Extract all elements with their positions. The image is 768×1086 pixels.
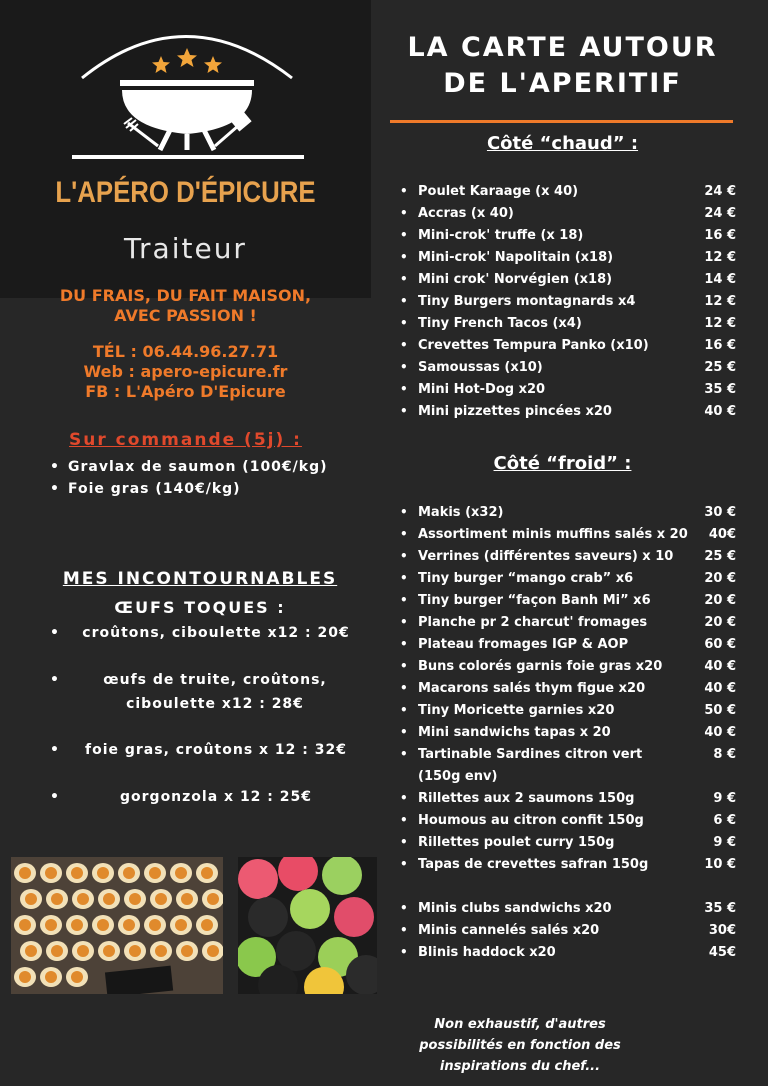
egg-yolk: [207, 893, 219, 905]
menu-item-name: Mini pizzettes pincées x20: [418, 404, 612, 419]
bullet-icon: •: [50, 672, 60, 688]
list-item: • Gravlax de saumon (100€/kg): [50, 456, 328, 478]
menu-item-name: Poulet Karaage (x 40): [418, 184, 579, 199]
menu-item-price: 30€: [708, 923, 736, 938]
menu-item-name: Accras (x 40): [418, 206, 514, 221]
egg-yolk: [181, 893, 193, 905]
menu-item-name: Buns colorés garnis foie gras x20: [418, 659, 663, 674]
bullet-icon: •: [400, 228, 408, 242]
menu-item: [400, 502, 736, 524]
egg-yolk: [45, 971, 57, 983]
egg-yolk: [155, 893, 167, 905]
egg-yolk: [201, 919, 213, 931]
menu-item-price: 12 €: [704, 294, 736, 309]
menu-item: [400, 788, 736, 810]
menu-item-name: Tiny burger “façon Banh Mi” x6: [418, 593, 651, 608]
menu-item-price: 40 €: [704, 659, 736, 674]
menu-item: [400, 269, 736, 291]
menu-item: [400, 634, 736, 656]
menu-item-name: Rillettes aux 2 saumons 150g: [418, 791, 635, 806]
menu-item-name: Macarons salés thym figue x20: [418, 681, 646, 696]
egg-yolk: [25, 893, 37, 905]
egg-yolk: [71, 971, 83, 983]
bullet-icon: •: [400, 382, 408, 396]
menu-item-name: Mini-crok' Napolitain (x18): [418, 250, 614, 265]
menu-item: [400, 524, 736, 546]
menu-item-price: 50 €: [704, 703, 736, 718]
egg-yolk: [103, 945, 115, 957]
contact-info: [0, 342, 371, 402]
tagline: [0, 286, 371, 326]
menu-item: [400, 247, 736, 269]
list-item: • œufs de truite, croûtons, ciboulette x12 : 28€: [40, 668, 370, 716]
website-link[interactable]: Web : apero-epicure.fr: [83, 362, 288, 381]
macarons-illustration: [238, 857, 377, 994]
menu-item-price: 12 €: [704, 316, 736, 331]
bullet-icon: •: [400, 791, 408, 805]
egg-yolk: [51, 945, 63, 957]
menu-item: [400, 920, 736, 942]
egg-yolk: [123, 919, 135, 931]
menu-item-price: 40 €: [704, 725, 736, 740]
bullet-icon: •: [400, 549, 408, 563]
list-item: • foie gras, croûtons x 12 : 32€: [40, 738, 370, 762]
menu-item: [400, 722, 736, 744]
bullet-icon: •: [50, 481, 60, 497]
egg-yolk: [207, 945, 219, 957]
menu-item-name: Rillettes poulet curry 150g: [418, 835, 615, 850]
menu-item: [400, 898, 736, 920]
menu-item-price: 20 €: [704, 593, 736, 608]
egg-yolk: [175, 919, 187, 931]
eggs-illustration: [11, 857, 223, 994]
menu-item-name: Houmous au citron confit 150g: [418, 813, 644, 828]
bullet-icon: •: [400, 593, 408, 607]
egg-yolk: [149, 919, 161, 931]
menu-item: [400, 656, 736, 678]
bullet-icon: •: [400, 505, 408, 519]
bullet-icon: •: [400, 272, 408, 286]
bullet-icon: •: [400, 857, 408, 871]
menu-item-name: Tapas de crevettes safran 150g: [418, 857, 649, 872]
hot-menu-list: [400, 181, 736, 423]
macaron-shape: [290, 889, 330, 929]
bullet-icon: •: [400, 945, 408, 959]
bullet-icon: •: [400, 901, 408, 915]
bullet-icon: •: [400, 294, 408, 308]
menu-item: [400, 546, 736, 568]
egg-yolk: [201, 867, 213, 879]
menu-item-price: 20 €: [704, 615, 736, 630]
logo-block: [0, 0, 371, 298]
hot-section-title: Côté “chaud” :: [486, 133, 639, 154]
menu-item-name: Minis clubs sandwichs x20: [418, 901, 612, 916]
menu-item-price: 16 €: [704, 338, 736, 353]
bullet-icon: •: [400, 813, 408, 827]
menu-item-name: Mini sandwichs tapas x 20: [418, 725, 611, 740]
menu-item: [400, 313, 736, 335]
macarons-photo: [238, 857, 377, 994]
bullet-icon: •: [400, 527, 408, 541]
macaron-shape: [248, 897, 288, 937]
menu-item: [400, 744, 736, 788]
egg-yolk: [71, 867, 83, 879]
menu-item: [400, 942, 736, 964]
menu-item-name: Mini-crok' truffe (x 18): [418, 228, 584, 243]
menu-item: [400, 401, 736, 423]
menu-item-name: Tartinable Sardines citron vert (150g env): [418, 747, 643, 784]
menu-item-price: 35 €: [704, 901, 736, 916]
menu-item-name: Samoussas (x10): [418, 360, 543, 375]
list-item: • Foie gras (140€/kg): [50, 478, 328, 500]
page-title: LA CARTE AUTOUR DE L'APERITIF: [407, 32, 718, 99]
bullet-icon: •: [50, 789, 60, 805]
menu-item: [400, 225, 736, 247]
brand-name: L'APÉRO D'ÉPICURE: [55, 176, 316, 209]
menu-item-price: 16 €: [704, 228, 736, 243]
bullet-icon: •: [400, 338, 408, 352]
menu-item-name: Blinis haddock x20: [418, 945, 556, 960]
bullet-icon: •: [400, 681, 408, 695]
menu-item: [400, 181, 736, 203]
bullet-icon: •: [50, 459, 60, 475]
bullet-icon: •: [400, 835, 408, 849]
egg-yolk: [19, 919, 31, 931]
egg-yolk: [77, 945, 89, 957]
egg-yolk: [129, 893, 141, 905]
egg-yolk: [97, 867, 109, 879]
menu-item: [400, 612, 736, 634]
bullet-icon: •: [400, 404, 408, 418]
menu-item: [400, 568, 736, 590]
menu-item: [400, 357, 736, 379]
macaron-shape: [334, 897, 374, 937]
egg-yolk: [175, 867, 187, 879]
phone-number: TÉL : 06.44.96.27.71: [92, 342, 279, 361]
menu-item-name: Mini Hot-Dog x20: [418, 382, 546, 397]
menu-item-price: 9 €: [713, 835, 736, 850]
menu-item: [400, 678, 736, 700]
bullet-icon: •: [400, 184, 408, 198]
cold-menu-list: [400, 502, 736, 964]
menu-item-name: Mini crok' Norvégien (x18): [418, 272, 613, 287]
bullet-icon: •: [50, 625, 60, 641]
egg-yolk: [123, 867, 135, 879]
menu-item: [400, 854, 736, 898]
tagline-line-1: DU FRAIS, DU FAIT MAISON,: [59, 286, 312, 305]
list-item: • croûtons, ciboulette x12 : 20€: [40, 621, 370, 645]
bullet-icon: •: [50, 742, 60, 758]
menu-item-price: 45€: [708, 945, 736, 960]
bullet-icon: •: [400, 615, 408, 629]
menu-item-price: 20 €: [704, 571, 736, 586]
incontournables-title: MES INCONTOURNABLES: [62, 569, 338, 589]
menu-item-price: 9 €: [713, 791, 736, 806]
egg-yolk: [45, 919, 57, 931]
menu-item-price: 30 €: [704, 505, 736, 520]
cold-section-title: Côté “froid” :: [493, 453, 632, 474]
macaron-shape: [238, 859, 278, 899]
menu-item: [400, 590, 736, 612]
menu-item-price: 12 €: [704, 250, 736, 265]
bullet-icon: •: [400, 360, 408, 374]
egg-yolk: [25, 945, 37, 957]
footer-note: Non exhaustif, d'autres possibilités en fonction des inspirations du chef...: [419, 1017, 621, 1074]
menu-item-price: 14 €: [704, 272, 736, 287]
menu-item-name: Crevettes Tempura Panko (x10): [418, 338, 649, 353]
menu-item-name: Makis (x32): [418, 505, 504, 520]
menu-item-name: Minis cannelés salés x20: [418, 923, 600, 938]
menu-item: [400, 832, 736, 854]
egg-yolk: [181, 945, 193, 957]
menu-item-name: Assortiment minis muffins salés x 20: [418, 527, 688, 542]
bullet-icon: •: [400, 703, 408, 717]
bullet-icon: •: [400, 747, 408, 761]
menu-item-price: 25 €: [704, 360, 736, 375]
menu-item-name: Tiny Moricette garnies x20: [418, 703, 615, 718]
egg-yolk: [129, 945, 141, 957]
egg-yolk: [19, 971, 31, 983]
menu-item-price: 40 €: [704, 404, 736, 419]
menu-item-name: Tiny Burgers montagnards x4: [418, 294, 636, 309]
menu-item-price: 10 €: [704, 857, 736, 872]
bullet-icon: •: [400, 659, 408, 673]
menu-item-name: Tiny French Tacos (x4): [418, 316, 582, 331]
menu-item: [400, 291, 736, 313]
menu-item-price: 40€: [708, 527, 736, 542]
menu-item-name: Tiny burger “mango crab” x6: [418, 571, 634, 586]
bullet-icon: •: [400, 250, 408, 264]
egg-yolk: [77, 893, 89, 905]
menu-item-price: 60 €: [704, 637, 736, 652]
menu-item: [400, 810, 736, 832]
menu-item-price: 6 €: [713, 813, 736, 828]
egg-yolk: [19, 867, 31, 879]
menu-item: [400, 335, 736, 357]
menu-item-price: 40 €: [704, 681, 736, 696]
bullet-icon: •: [400, 923, 408, 937]
menu-item: [400, 203, 736, 225]
menu-item-price: 24 €: [704, 184, 736, 199]
facebook-link[interactable]: FB : L'Apéro D'Epicure: [85, 382, 286, 401]
order-list: [50, 456, 328, 500]
oeufs-toques-title: ŒUFS TOQUES :: [114, 598, 286, 617]
order-section-title: Sur commande (5j) :: [69, 430, 302, 450]
eggs-photo: [11, 857, 223, 994]
list-item: • gorgonzola x 12 : 25€: [40, 785, 370, 809]
menu-item-name: Plateau fromages IGP & AOP: [418, 637, 629, 652]
brand-subtitle: Traiteur: [124, 232, 247, 265]
egg-yolk: [97, 919, 109, 931]
menu-item: [400, 700, 736, 722]
title-divider: [390, 120, 733, 123]
menu-item-price: 24 €: [704, 206, 736, 221]
menu-item-price: 25 €: [704, 549, 736, 564]
bullet-icon: •: [400, 206, 408, 220]
macaron-shape: [276, 931, 316, 971]
bullet-icon: •: [400, 637, 408, 651]
egg-yolk: [149, 867, 161, 879]
egg-yolk: [103, 893, 115, 905]
bullet-icon: •: [400, 316, 408, 330]
bbq-grill-logo-icon: [0, 0, 371, 175]
menu-item-name: Verrines (différentes saveurs) x 10: [418, 549, 674, 564]
bullet-icon: •: [400, 571, 408, 585]
egg-yolk: [51, 893, 63, 905]
menu-item: [400, 379, 736, 401]
egg-yolk: [71, 919, 83, 931]
egg-yolk: [155, 945, 167, 957]
menu-item-name: Planche pr 2 charcut' fromages: [418, 615, 648, 630]
tagline-line-2: AVEC PASSION !: [114, 306, 257, 325]
bullet-icon: •: [400, 725, 408, 739]
egg-yolk: [45, 867, 57, 879]
menu-item-price: 35 €: [704, 382, 736, 397]
menu-item-price: 8 €: [713, 747, 736, 762]
